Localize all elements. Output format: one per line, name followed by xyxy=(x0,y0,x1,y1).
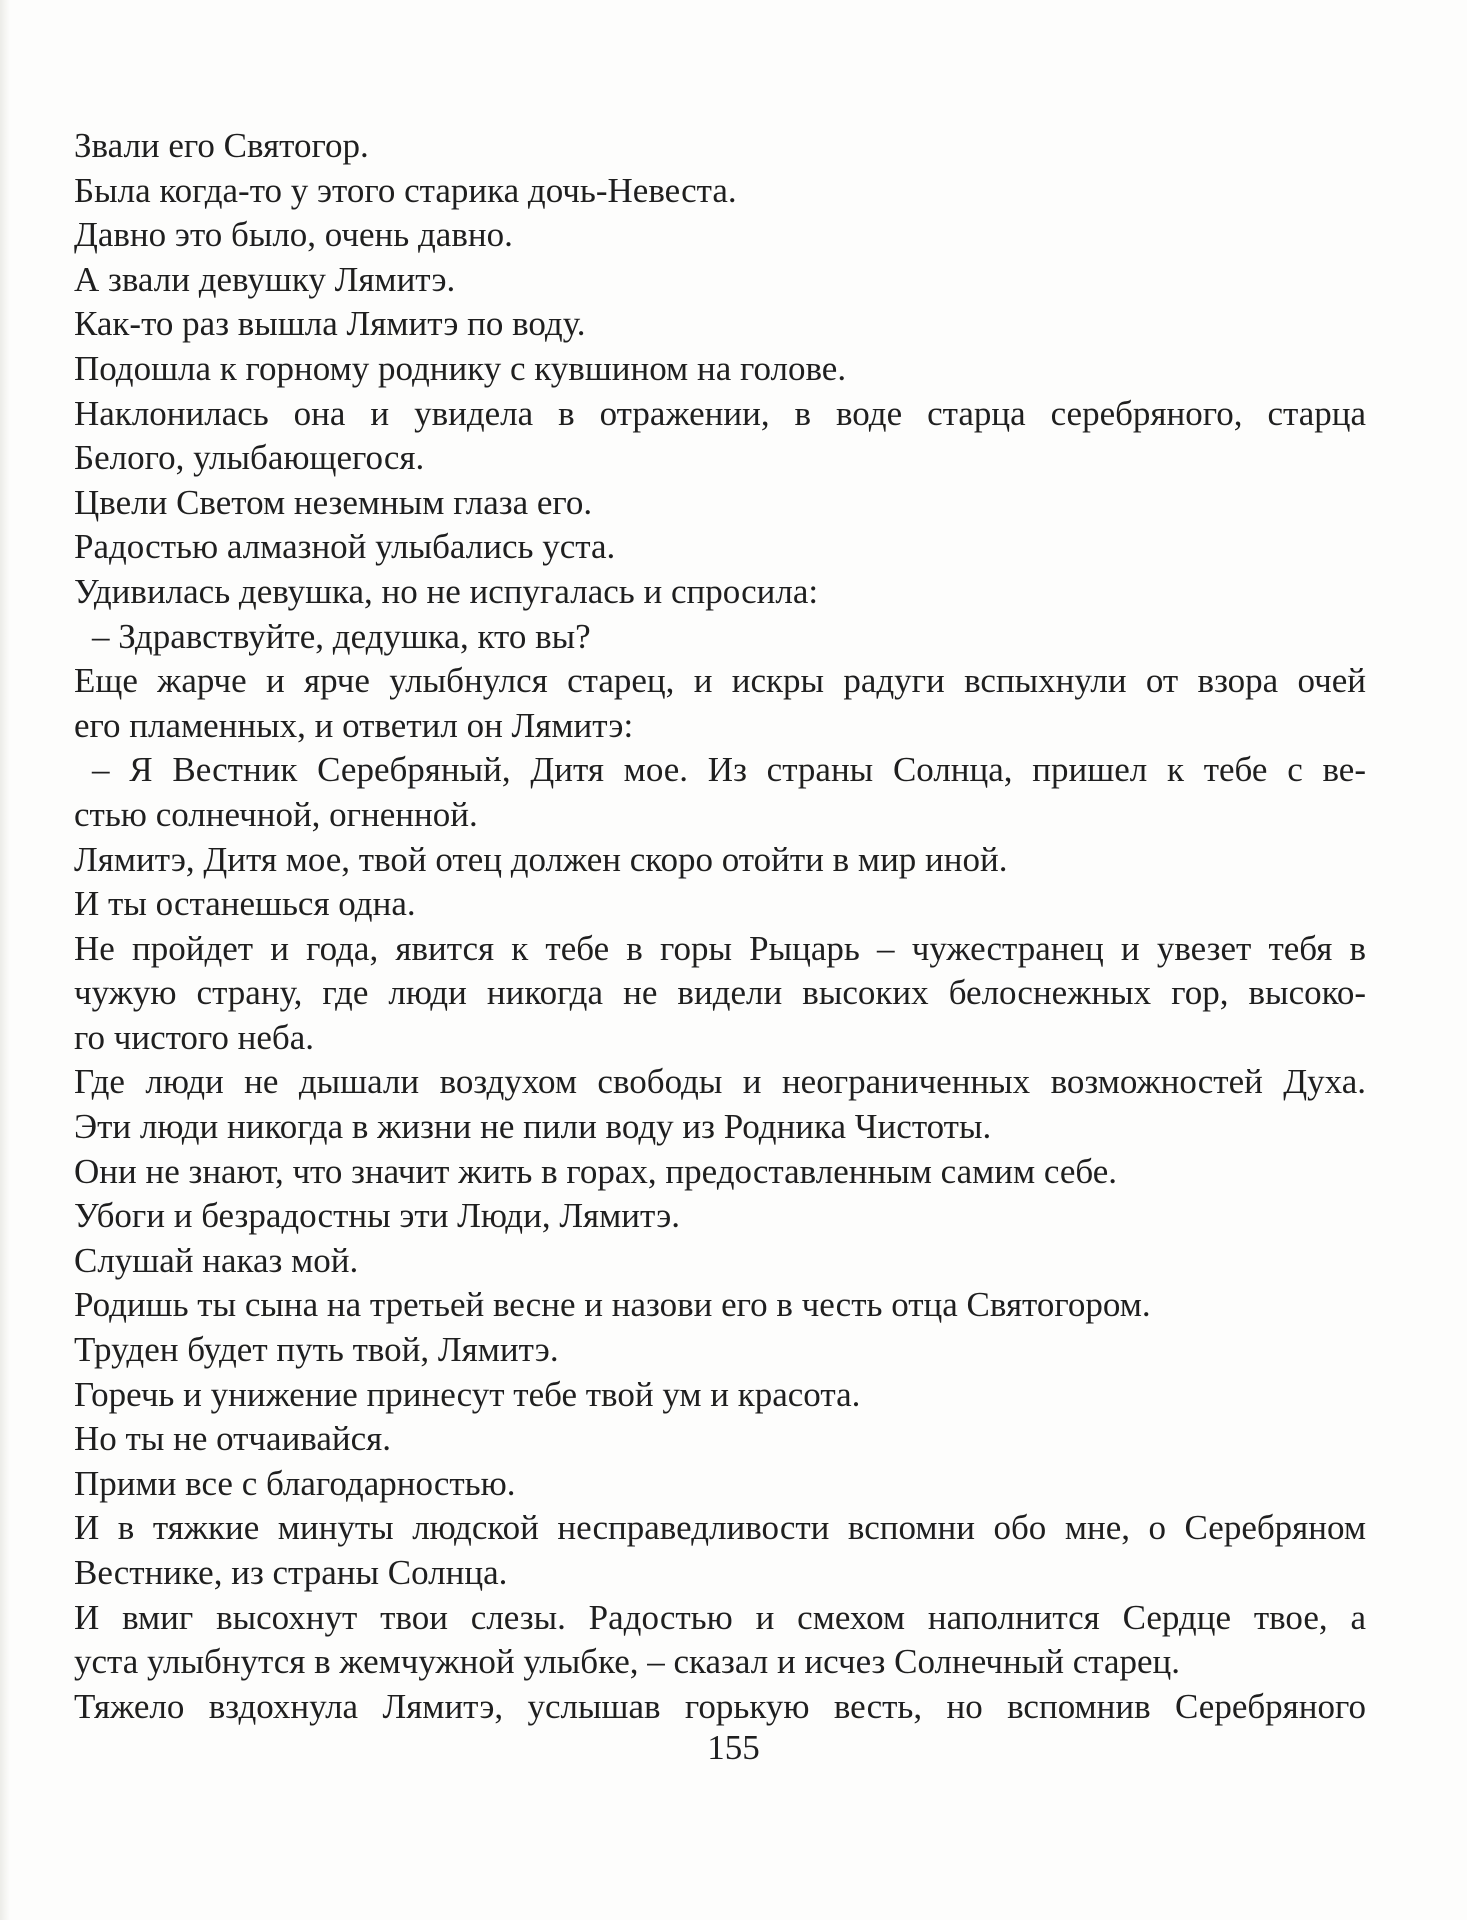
text-line: И ты останешься одна. xyxy=(74,884,416,924)
text-line: И в тяжкие минуты людской несправедливости вспомни обо мне, о Серебряном xyxy=(74,1508,1366,1548)
text-line: Не пройдет и года, явится к тебе в горы Рыцарь – чужестранец и увезет тебя в xyxy=(74,928,1366,968)
text-line: уста улыбнутся в жемчужной улыбке, – сказал и исчез Солнечный старец. xyxy=(74,1642,1181,1682)
text-line: Цвели Светом неземным глаза его. xyxy=(74,482,593,522)
text-line: Подошла к горному роднику с кувшином на голове. xyxy=(74,348,847,388)
text-line: Прими все с благодарностью. xyxy=(74,1463,516,1503)
text-line: Тяжело вздохнула Лямитэ, услышав горькую весть, но вспомнив Серебряного xyxy=(74,1686,1366,1726)
page-number: 155 xyxy=(707,1728,760,1767)
text-line: И вмиг высохнут твои слезы. Радостью и смехом наполнится Сердце твое, а xyxy=(74,1597,1366,1637)
text-line: Слушай наказ мой. xyxy=(74,1240,359,1280)
text-line: Эти люди никогда в жизни не пили воду из Родника Чистоты. xyxy=(74,1107,992,1147)
text-line: Давно это было, очень давно. xyxy=(74,215,513,255)
text-line: Убоги и безрадостны эти Люди, Лямитэ. xyxy=(74,1196,680,1236)
text-line: А звали девушку Лямитэ. xyxy=(74,259,456,299)
text-line: Они не знают, что значит жить в горах, предоставленным самим себе. xyxy=(74,1151,1118,1191)
text-line: Белого, улыбающегося. xyxy=(74,438,425,478)
dialogue-line: – Я Вестник Серебряный, Дитя мое. Из страны Солнца, пришел к тебе с ве- xyxy=(92,750,1366,790)
text-line: Горечь и унижение принесут тебе твой ум и красота. xyxy=(74,1374,861,1414)
text-line: го чистого неба. xyxy=(74,1017,315,1057)
text-line: его пламенных, и ответил он Лямитэ: xyxy=(74,705,634,745)
text-line: Вестнике, из страны Солнца. xyxy=(74,1553,508,1592)
text-line: Звали его Святогор. xyxy=(74,126,369,165)
text-line: Удивилась девушка, но не испугалась и спросила: xyxy=(74,571,819,611)
text-line: Еще жарче и ярче улыбнулся старец, и искры радуги вспыхнули от взора очей xyxy=(74,661,1366,701)
page-edge xyxy=(0,0,10,1920)
text-line: Но ты не отчаивайся. xyxy=(74,1419,392,1459)
body-text xyxy=(74,124,1366,1729)
text-line: Наклонилась она и увидела в отражении, в воде старца серебряного, старца xyxy=(74,393,1366,433)
text-line: стью солнечной, огненной. xyxy=(74,794,478,834)
text-line: Где люди не дышали воздухом свободы и неограниченных возможностей Духа. xyxy=(74,1062,1366,1102)
text-line: чужую страну, где люди никогда не видели высоких белоснежных гор, высоко- xyxy=(74,973,1366,1013)
text-line: Труден будет путь твой, Лямитэ. xyxy=(74,1330,559,1370)
text-line: Лямитэ, Дитя мое, твой отец должен скоро отойти в мир иной. xyxy=(74,839,1008,879)
text-line: Как-то раз вышла Лямитэ по воду. xyxy=(74,304,586,344)
text-line: Родишь ты сына на третьей весне и назови его в честь отца Святогором. xyxy=(74,1285,1151,1325)
dialogue-line: – Здравствуйте, дедушка, кто вы? xyxy=(92,616,591,656)
text-line: Радостью алмазной улыбались уста. xyxy=(74,527,616,567)
text-line: Была когда-то у этого старика дочь-Невеста. xyxy=(74,170,737,210)
